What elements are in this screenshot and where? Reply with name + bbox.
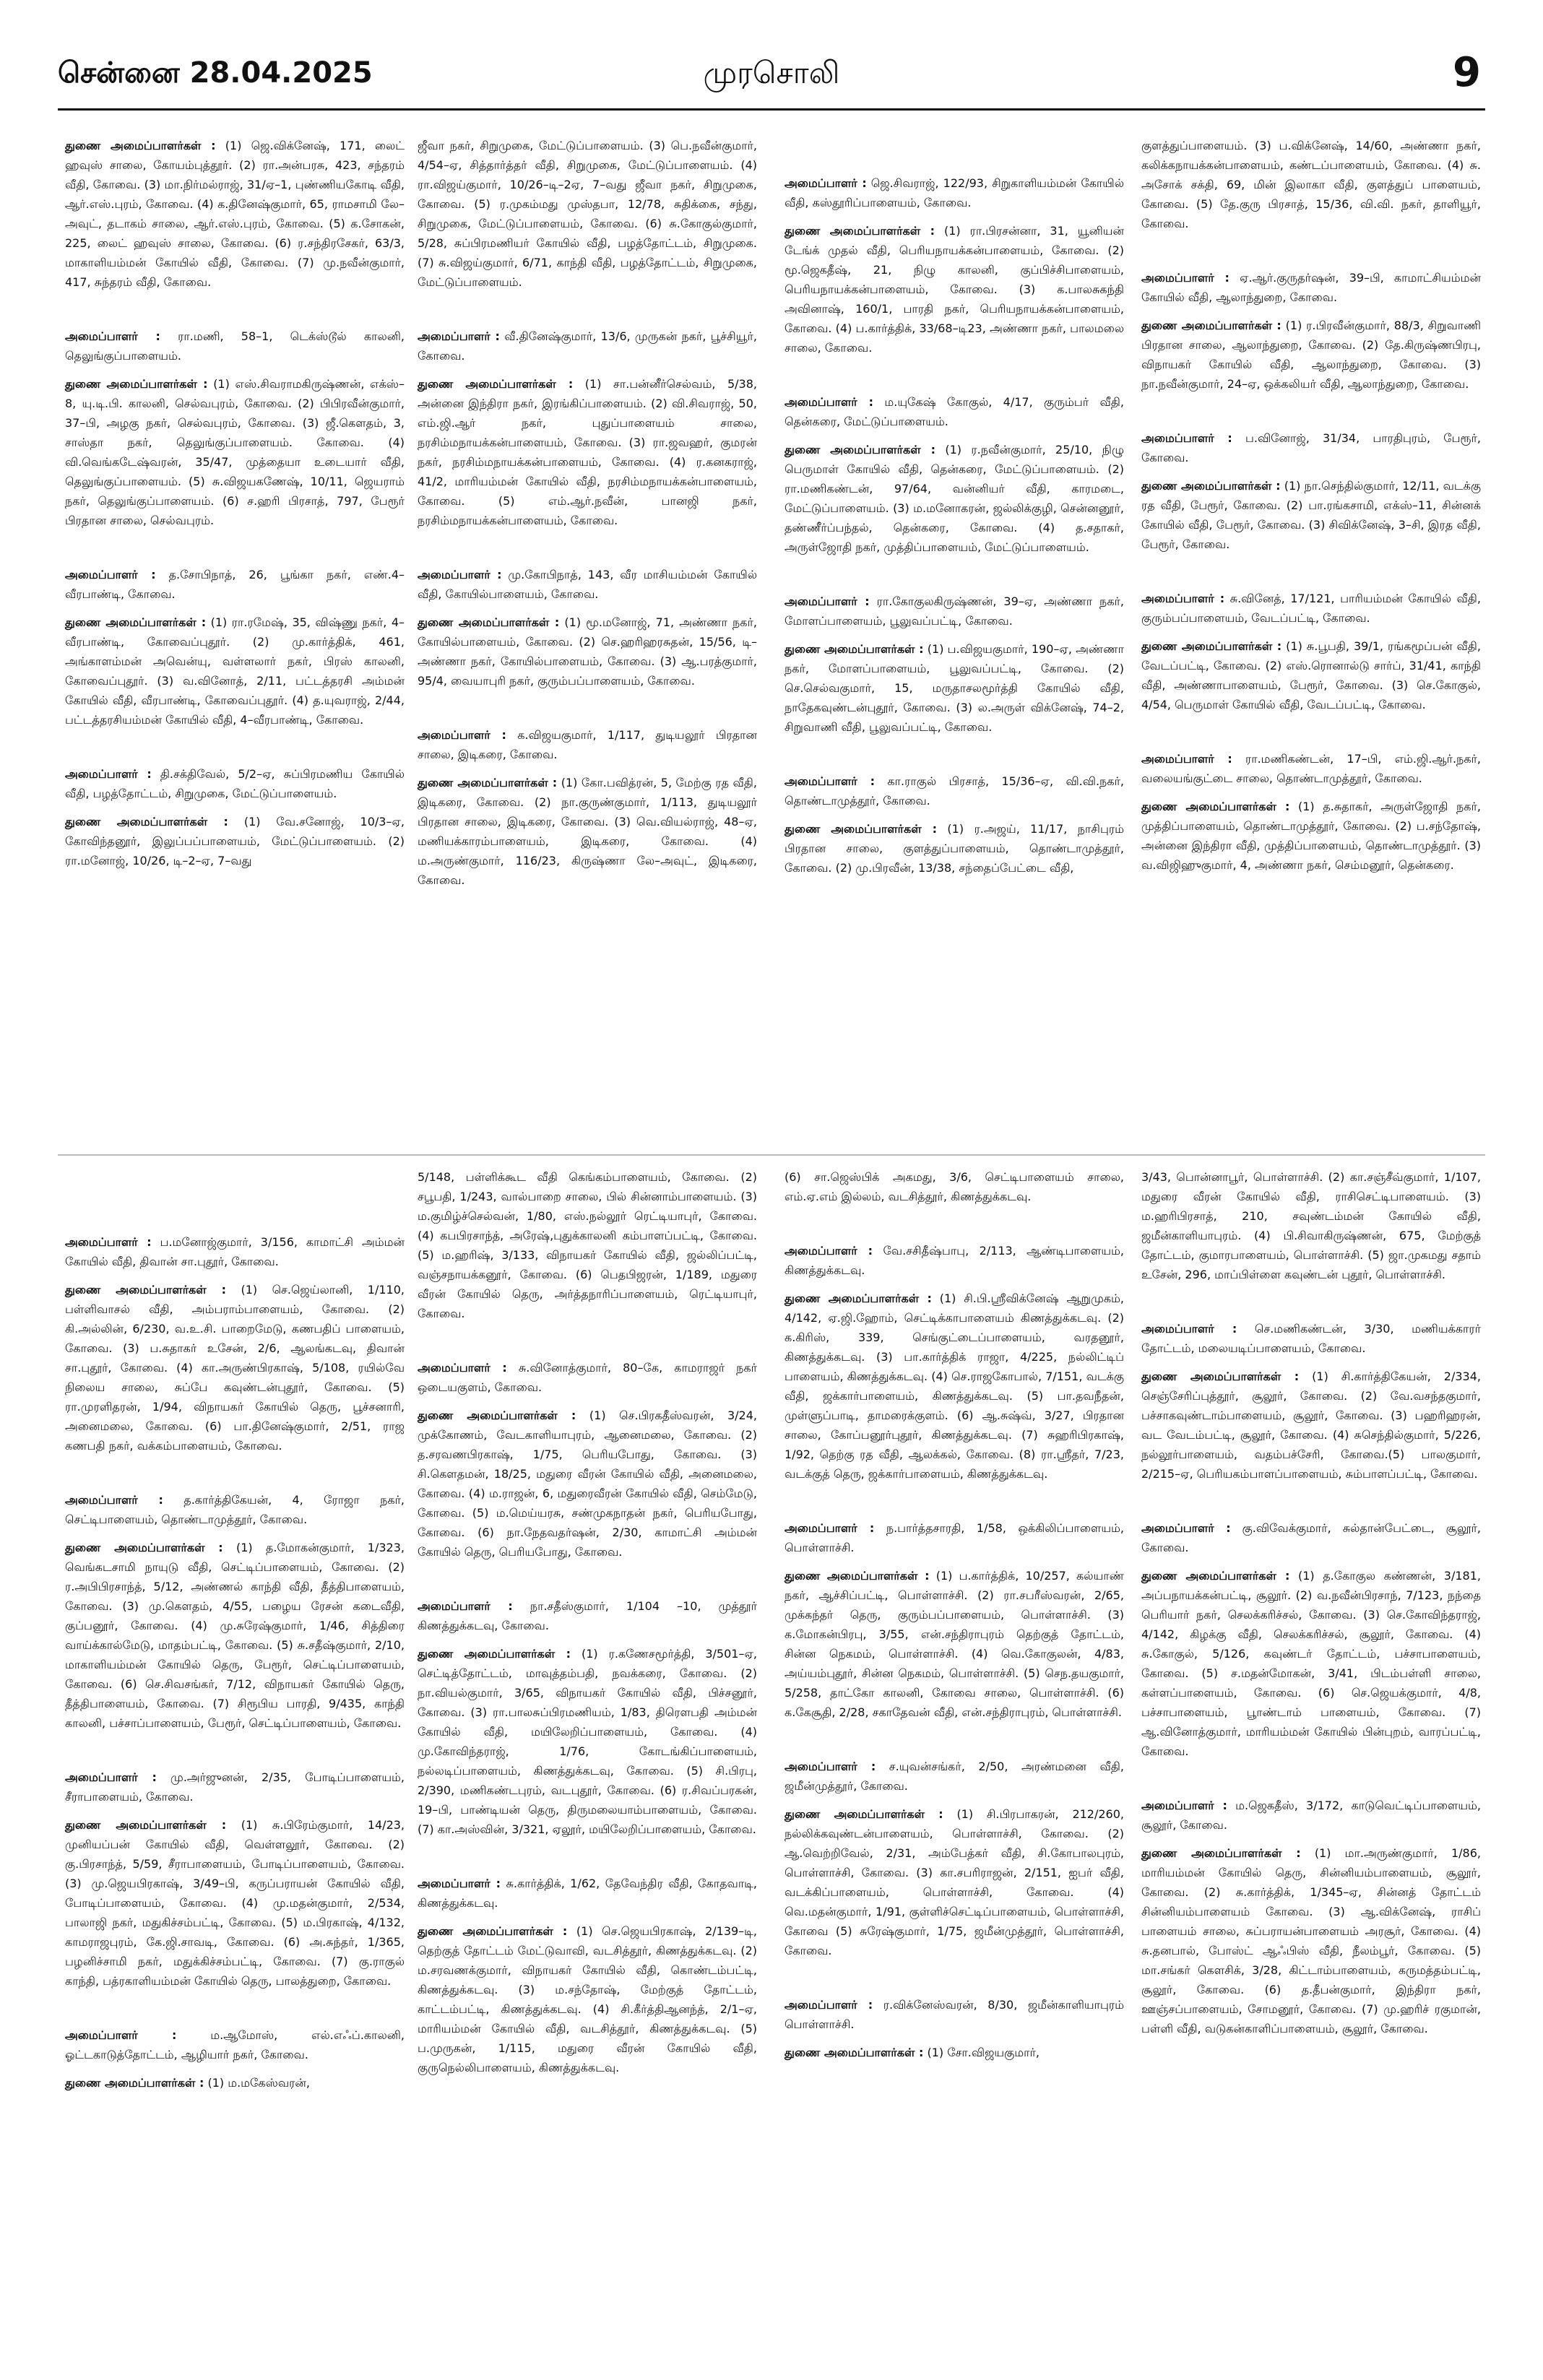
- deputy-label: துணை அமைப்பாளர்கள் :: [65, 139, 216, 152]
- member-line: [418, 1874, 757, 1913]
- deputy-line: [785, 440, 1124, 557]
- member-line: [785, 1518, 1124, 1557]
- member-line: [1141, 1319, 1481, 1358]
- deputy-label: துணை அமைப்பாளர்கள் :: [1141, 1846, 1301, 1860]
- member-text: ஜெ.சிவராஜ், 122/93, சிறுகாளியம்மன் கோயில் வீதி, கஸ்தூரிப்பாளையம், கோவை.: [785, 176, 1124, 209]
- deputy-text: (1) த.மோகன்குமார், 1/323, வெங்கடசாமி நாயுடு வீதி, செட்டிப்பாளையம், கோவை. (2) ர.அபிபிரசாந்த், 5/12, அண்ணல் காந்தி வீதி, தீத்திபாளையம், கோவை. (3) மு.கௌதம், 4/55, பழைய ரேசன் கடைவீதி, குப்பனூர், கோவை. (4) மு.சுரேஷ்குமார், 1/46, சித்திரை வாய்க்கால்மேடு, மாதம்பட்டி, கோவை. (5) சு.சதீஷ்குமார், 2/10, மாகாளியம்மன் கோயில் தெரு, பேரூர், செட்டிப்பாளையம், கோவை. (6) செ.சிவசங்கர், 7/12, விநாயகர் கோயில் தெரு, தீத்திபாளையம், கோவை. (7) சிரூபிய பாரதி, 9/435, காந்தி காலனி, பச்சாப்பாளையம், பேரூர், செட்டிப்பாளையம், கோவை.: [65, 1541, 405, 1730]
- member-line: [785, 771, 1124, 810]
- deputy-label: துணை அமைப்பாளர்கள் :: [785, 1291, 932, 1305]
- member-text: ர.விக்னேஸ்வரன், 8/30, ஜமீன்காளியாபுரம் பொள்ளாச்சி.: [785, 1998, 1125, 2031]
- member-text: ச.யுவன்சங்கர், 2/50, அரண்மனை வீதி, ஜமீன்முத்தூர், கோவை.: [785, 1760, 1125, 1793]
- member-label: அமைப்பாளர் :: [1141, 271, 1229, 285]
- member-label: அமைப்பாளர் :: [418, 568, 502, 581]
- deputy-label: துணை அமைப்பாளர்கள் :: [418, 1924, 568, 1938]
- directory-entry: [418, 725, 757, 890]
- deputy-text: (1) ர.பிரவீன்குமார், 88/3, சிறுவாணி பிரதான சாலை, ஆலாந்துறை, கோவை. (2) தே.கிருஷ்ணபிரபு, விநாயகர் கோயில் வீதி, ஆலாந்துறை, கோவை. (3) நா.நவீன்குமார், 24–ஏ, ஒக்கலியர் வீதி, ஆலாந்துறை, கோவை.: [1141, 319, 1482, 391]
- directory-entry: [785, 1167, 1124, 1206]
- member-label: அமைப்பாளர் :: [785, 395, 873, 409]
- member-label: அமைப்பாளர் :: [418, 329, 500, 343]
- directory-entry: [785, 1241, 1124, 1484]
- deputy-line: [1141, 1566, 1481, 1761]
- member-text: த.சோபிநாத், 26, பூங்கா நகர், எண்.4–வீரபாண்டி, கோவை.: [65, 568, 405, 601]
- directory-entry: [1141, 428, 1481, 554]
- member-label: அமைப்பாளர் :: [1141, 752, 1232, 766]
- deputy-text: (1) மூ.மனோஜ், 71, அண்ணா நகர், கோயில்பாளையம், கோவை. (2) செ.ஹரிஹரசுதன், 15/56, டி–அண்ணா நகர், கோயில்பாளையம், கோவை. (3) ஆ.பரத்குமார், 95/4, வையாபுரி நகர், குரும்பப்பாளையம், கோவை.: [418, 615, 757, 688]
- member-line: [1141, 428, 1481, 467]
- deputy-line: [1141, 476, 1481, 554]
- member-text: கு.விவேக்குமார், சுல்தான்பேட்டை, சூலூர், கோவை.: [1141, 1521, 1481, 1554]
- continued-text: 5/148, பள்ளிக்கூட வீதி கெங்கம்பாளையம், கோவை. (2) சபூபதி, 1/243, வால்பாறை சாலை, பில் சின்னாம்பாளையம். (3) ம.குமிழ்ச்செல்வன், 1/80, எஸ்.நல்லூர் ரெட்டியாபுர், கோவை. (4) கபபிரசாந்த், அரேஷ்,புதுக்காலனி கம்பாளப்பட்டி, கோவை. (5) ம.ஹரிஷ், 3/133, விநாயகர் கோயில் வீதி, ஜல்லிப்பட்டி, வஞ்சநாயக்கனூர், கோவை. (6) பெதபிஜரன், 1/189, மதுரை வீரன் கோயில் தெரு, அர்த்தநாரிப்பாளையம், ரெட்டியாபுர், கோவை.: [418, 1170, 757, 1320]
- member-label: அமைப்பாளர் :: [418, 1877, 501, 1890]
- deputy-line: [65, 2073, 405, 2093]
- deputy-text: (1) கோ.பவித்ரன், 5, மேற்கு ரத வீதி, இடிகரை, கோவை. (2) நா.குருண்குமார், 1/113, துடியலூர் பிரதான சாலை, இடிகரை, கோவை. (3) வெ.வியல்ராஜ், 48–ஏ, மணியக்காரம்பாளையம், இடிகரை, கோவை. (4) ம.அருண்குமார், 116/23, கிருஷ்ணா லே–அவுட், இடிகரை, கோவை.: [418, 776, 757, 887]
- deputy-line: [785, 1289, 1124, 1484]
- directory-entry: [785, 392, 1124, 557]
- member-line: [65, 1232, 405, 1271]
- directory-entry: [1141, 1518, 1481, 1761]
- deputy-text: (1) எஸ்.சிவராமகிருஷ்ணன், எக்ஸ்–8, யு.டி.பி. காலனி, செல்வபுரம், கோவை. (2) பிபிரவீன்குமார், 37–பி, அழகு நகர், செல்வபுரம், கோவை. (3) ஜீ.கௌதம், 3, சாஸ்தா நகர், தெலுங்குப்பாளையம். கோவை. (4) வி.வெங்கடேஷ்வரன், 35/47, முத்தையா உடையார் வீதி, தெலுங்குப்பாளையம். (5) சு.விஜயகணேஷ், 10/11, ஜெயராம் நகர், தெலுங்குப்பாளையம். (6) ச.ஹரி பிரசாத், 797, பேரூர் பிரதான சாலை, செல்வபுரம்.: [65, 377, 405, 527]
- member-label: அமைப்பாளர் :: [785, 1760, 876, 1773]
- deputy-line: [785, 1566, 1124, 1722]
- deputy-line: [418, 1406, 757, 1562]
- deputy-label: துணை அமைப்பாளர்கள் :: [418, 1647, 571, 1661]
- deputy-label: துணை அமைப்பாளர்கள் :: [1141, 639, 1282, 653]
- member-text: ரா.மணிகண்டன், 17–பி, எம்.ஜி.ஆர்.நகர், வலையங்குட்டை சாலை, தொண்டாமுத்தூர், கோவை.: [1141, 752, 1481, 785]
- deputy-text: (1) ஜெ.விக்னேஷ், 171, லைட் ஹவுஸ் சாலை, கோயம்புத்தூர். (2) ரா.அன்பரசு, 423, சந்தரம் வீதி, கோவை. (3) மா.நிர்மல்ராஜ், 31/ஏ–1, புண்ணியகோடி வீதி, ஆர்.எஸ்.புரம், கோவை. (4) க.தினேஷ்குமார், 65, ராமசாமி லே–அவுட், தடாகம் சாலை, ஆர்.எஸ்.புரம், கோவை. (5) க.சோகன், 225, லைட் ஹவுஸ் சாலை, கோவை. (6) ர.சந்திரசேகர், 63/3, மாகாளியம்மன் கோயில் வீதி, கோவை. (7) மு.நவீன்குமார், 417, சுந்தரம் வீதி, கோவை.: [65, 139, 405, 289]
- column-top-2: [418, 136, 757, 890]
- directory-entry: [418, 136, 757, 292]
- member-text: வே.சசிதீஷ்பாபு, 2/113, ஆண்டிபாளையம், கிணத்துக்கடவு.: [785, 1244, 1124, 1277]
- deputy-line: [785, 819, 1124, 878]
- deputy-text: (1) ப.கார்த்திக், 10/257, கல்யாண் நகர், ஆச்சிப்பட்டி, பொள்ளாச்சி. (2) ரா.சபரீஸ்வரன், 2/65, முக்கந்தர் தெரு, குரும்பப்பாளையம், பொள்ளாச்சி. (3) க.மோகன்பிரபு, 3/55, என்.சந்திராபுரம் தெற்குத் தோட்டம், சின்ன நெகமம், பொள்ளாச்சி. (4) வெ.கோகுலன், 4/83, அய்யம்புதூர், சின்ன நெகமம், பொள்ளாச்சி. (5) செந.தயகுமார், 5/258, தாட்கோ காலனி, கோவை சாலை, பொள்ளாச்சி. (6) க.கேசூதி, 2/28, சகாதேவன் வீதி, என்.சந்திராபுரம், பொள்ளாச்சி.: [785, 1569, 1124, 1719]
- deputy-label: துணை அமைப்பாளர்கள் :: [65, 1283, 227, 1297]
- deputy-text: (1) த.சுதாகர், அருள்ஜோதி நகர், முத்திப்பாளையம், தொண்டாமுத்தூர், கோவை. (2) ப.சந்தோஷ், அன்னை இந்திரா வீதி, முத்திப்பாளையம், தொண்டாமுத்தூர். (3) வ.விஜிஹுகுமார், 4, அண்ணா நகர், செம்மனூர், தென்கரை.: [1141, 800, 1481, 872]
- deputy-label: துணை அமைப்பாளர்கள் :: [785, 1569, 930, 1583]
- member-label: அமைப்பாளர் :: [785, 1244, 873, 1258]
- member-label: அமைப்பாளர் :: [418, 1361, 507, 1375]
- deputy-line: [418, 1921, 757, 2077]
- member-label: அமைப்பாளர் :: [65, 329, 160, 343]
- continued-text: ஜீவா நகர், சிறுமுகை, மேட்டுப்பாளையம். (3) பெ.நவீன்குமார், 4/54–ஏ, சித்தார்த்தர் வீதி, சிறுமுகை, மேட்டுப்பாளையம். (4) ரா.விஜய்குமார், 10/26–டி–2ஏ, 7–வது ஜீவா நகர், சிறுமுகை, கோவை. (5) ர.முகம்மது முஸ்தபா, 12/78, சுதிக்கை, சந்து, சிறுமுகை, மேட்டுப்பாளையம், கோவை. (6) சு.கோகுல்குமார், 5/28, சுப்பிரமணியர் கோயில் வீதி, பழத்தோட்டம், சிறுமுகை. (7) சு.விஜய்குமார், 6/71, காந்தி வீதி, பழத்தோட்டம், சிறுமுகை, மேட்டுப்பாளையம்.: [418, 139, 757, 289]
- member-line: [418, 1358, 757, 1397]
- deputy-label: துணை அமைப்பாளர்கள் :: [785, 1807, 943, 1821]
- column-top-3: [785, 173, 1124, 878]
- deputy-label: துணை அமைப்பாளர்கள் :: [1141, 1369, 1300, 1383]
- masthead-rule: [58, 108, 1485, 111]
- member-text: வீ.தினேஷ்குமார், 13/6, முருகன் நகர், பூச்சியூர், கோவை.: [418, 329, 758, 363]
- section-divider: [58, 1154, 1485, 1156]
- member-line: [65, 764, 405, 803]
- member-label: அமைப்பாளர் :: [785, 176, 867, 190]
- column-bottom-1: [65, 1232, 405, 2093]
- directory-entry: [65, 2025, 405, 2093]
- directory-entry: [418, 1167, 757, 1323]
- deputy-label: துணை அமைப்பாளர்கள் :: [418, 615, 560, 629]
- member-text: ப.மனோஜ்குமார், 3/156, காமாட்சி அம்மன் கோயில் வீதி, திவான் சா.புதூர், கோவை.: [65, 1235, 405, 1268]
- deputy-text: (1) நா.செந்தில்குமார், 12/11, வடக்கு ரத வீதி, பேரூர், கோவை. (2) பா.ரங்கசாமி, எக்ஸ்–11, சின்னக் கோயில் வீதி, பேரூர், கோவை. (3) சிவிக்னேஷ், 3–சி, இரத வீதி, பேரூர், கோவை.: [1141, 479, 1481, 551]
- member-label: அமைப்பாளர் :: [1141, 1799, 1227, 1812]
- member-line: [418, 725, 757, 764]
- deputy-label: துணை அமைப்பாளர்கள் :: [785, 642, 924, 656]
- deputy-text: (1) செ.ஜெயபிரகாஷ், 2/139–டி, தெற்குத் தோட்டம் மேட்டுவாவி, வடசித்தூர், கிணத்துக்கடவு. (2) ம.சரவணக்குமார், விநாயகர் கோயில் வீதி, கொண்டம்பட்டி, கிணத்துக்கடவு. (3) ம.சந்தோஷ், மேற்குத் தோட்டம், காட்டம்பட்டி, கிணத்துக்கடவு. (4) சி.கீர்த்திஆனந்த், 2/1–ஏ, மாரியம்மன் கோயில் வீதி, வடசித்தூர், கிணத்துக்கடவு. (5) ப.முருகன், 1/115, மதுரை வீரன் கோயில் வீதி, குருநெல்லிபாளையம், கிணத்துக்கடவு.: [418, 1924, 757, 2074]
- member-line: [1141, 268, 1481, 307]
- deputy-label: துணை அமைப்பாளர்கள் :: [65, 377, 208, 391]
- deputy-text: (1) சி.கார்த்திகேயன், 2/334, செஞ்சேரிப்புத்தூர், சூலூர், கோவை. (2) வே.வசந்தகுமார், பச்சாகவுண்டாம்பாளையம், சூலூர், கோவை. (3) பஹரிஹரன், வட வேடம்பட்டி, சூலூர், கோவை. (4) சுசெந்தில்குமார், 5/226, நல்லூர்பாளையம், வதம்பச்சேரி, கோவை.(5) பாலகுமார், 2/215–ஏ, பெரியகம்பாளப்பாளையம், சும்பாளப்பட்டி, கோவை.: [1141, 1369, 1482, 1481]
- directory-entry: [1141, 1796, 1481, 2038]
- member-label: அமைப்பாளர் :: [785, 594, 870, 608]
- deputy-line: [785, 221, 1124, 358]
- deputy-text: (1) செ.ஜெய்லானி, 1/110, பள்ளிவாசல் வீதி, அம்பராம்பாளையம், கோவை. (2) கி.அல்லின், 6/230, வ.உ.சி. பாறைமேடு, கணபதிப் பாளையம், கோவை. (3) ப.சுதாகர் உசேன், 2/6, ஆலங்கடவு, திவான் சா.புதூர், கோவை. (4) கா.அருண்பிரகாஷ், 5/108, ரயில்வே நிலைய சாலை, சுப்பே கவுண்டன்புதூர், கோவை. (5) ரா.முரளிதரன், 1/94, விநாயகர் கோயில் தெரு, பூச்சனாரி, அனைமலை, கோவை. (6) பா.தினேஷ்குமார், 2/51, ராஜ கணபதி நகர், வக்கம்பாளையம், கோவை.: [65, 1283, 405, 1453]
- member-label: அமைப்பாளர் :: [785, 1521, 875, 1535]
- member-line: [418, 1596, 757, 1635]
- member-label: அமைப்பாளர் :: [1141, 592, 1225, 605]
- deputy-line: [65, 136, 405, 292]
- member-line: [785, 173, 1124, 212]
- directory-entry: [785, 1995, 1124, 2062]
- issue-date: சென்னை 28.04.2025: [58, 56, 373, 90]
- deputy-label: துணை அமைப்பாளர்கள் :: [785, 224, 935, 238]
- member-label: அமைப்பாளர் :: [65, 1235, 152, 1249]
- deputy-label: துணை அமைப்பாளர்கள் :: [65, 1818, 227, 1832]
- member-line: [65, 326, 405, 365]
- continued-text: 3/43, பொன்னாபூர், பொள்ளாச்சி. (2) கா.சஞ்சீவ்குமார், 1/107, மதுரை வீரன் கோயில் வீதி, ராசிசெட்டிபாளையம். (3) ம.ஹரிபிரசாத், 210, சவுண்டம்மன் கோயில் வீதி, ஜமீன்காளியாபுரம். (4) பி.சிவாகிருஷ்ணன், 675, மேற்குத் தோட்டம், குமாரபாளையம், பொள்ளாச்சி. (5) ஜா.முகமது சதாம் உசேன், 296, மாப்பிள்ளை கவுண்டன் புதூர், பொள்ளாச்சி.: [1141, 1170, 1481, 1281]
- deputy-label: துணை அமைப்பாளர்கள் :: [785, 2046, 924, 2059]
- member-label: அமைப்பாளர் :: [785, 774, 876, 788]
- member-label: அமைப்பாளர் :: [418, 728, 506, 742]
- member-text: மு.கோபிநாத், 143, வீர மாசியம்மன் கோயில் வீதி, கோயில்பாளையம், கோவை.: [418, 568, 757, 601]
- deputy-line: [65, 1538, 405, 1733]
- deputy-text: (1) ப.விஜயகுமார், 190–ஏ, அண்ணா நகர், மோளப்பாளையம், பூலுவப்பட்டி, கோவை. (2) செ.செல்வகுமார், 15, மருதாசலமூர்த்தி கோயில் வீதி, நாதேகவுண்டன்புதூர், கோவை. (3) ல.அருள் விக்னேஷ், 74–2, சிறுவாணி வீதி, பூலுவப்பட்டி, கோவை.: [785, 642, 1125, 734]
- directory-entry: [65, 565, 405, 730]
- member-text: சு.கார்த்திக், 1/62, தேவேந்திர வீதி, கோதவாடி, கிணத்துக்கடவு.: [418, 1877, 757, 1910]
- directory-entry: [65, 326, 405, 530]
- member-text: க.விஜயகுமார், 1/117, துடியலூர் பிரதான சாலை, இடிகரை, கோவை.: [418, 728, 758, 761]
- directory-entry: [65, 136, 405, 292]
- deputy-line: [1141, 797, 1481, 875]
- deputy-text: (1) சு.பூபதி, 39/1, ரங்கமூப்பன் வீதி, வேடப்பட்டி, கோவை. (2) எஸ்.ரொனால்டு சார்ப், 31/41, காந்தி வீதி, அண்ணாபாளையம், பேரூர், கோவை. (3) செ.கோகுல், 4/54, பெருமாள் கோயில் வீதி, வேடப்பட்டி, கோவை.: [1141, 639, 1482, 711]
- deputy-label: துணை அமைப்பாளர்கள் :: [418, 776, 558, 789]
- directory-entry: [418, 1596, 757, 1839]
- member-label: அமைப்பாளர் :: [65, 2028, 177, 2042]
- member-label: அமைப்பாளர் :: [65, 767, 152, 781]
- member-line: [1141, 1796, 1481, 1835]
- deputy-label: துணை அமைப்பாளர்கள் :: [418, 377, 574, 391]
- member-text: ஏ.ஆர்.குருதர்ஷன், 39–பி, காமாட்சியம்மன் கோயில் வீதி, ஆலாந்துறை, கோவை.: [1141, 271, 1482, 304]
- member-text: ம.யுகேஷ் கோகுல், 4/17, குரும்பர் வீதி, தென்கரை, மேட்டுப்பாளையம்.: [785, 395, 1124, 428]
- directory-entry: [1141, 749, 1481, 875]
- deputy-line: [418, 773, 757, 890]
- member-text: சு.வினேத், 17/121, பாரியம்மன் கோயில் வீதி, குரும்பப்பாளையம், வேடப்பட்டி, கோவை.: [1141, 592, 1482, 625]
- masthead: [58, 49, 1485, 103]
- member-label: அமைப்பாளர் :: [65, 1493, 163, 1507]
- deputy-line: [1141, 636, 1481, 714]
- member-line: [65, 2025, 405, 2064]
- member-text: ரா.மணி, 58–1, டெக்ஸ்டூல் காலனி, தெலுங்குப்பாளையம்.: [65, 329, 405, 363]
- deputy-text: (1) சி.பி.ஸ்ரீவிக்னேஷ் ஆறுமுகம், 4/142, ஏ.ஜி.ஹோம், செட்டிக்காபாளையம் கிணத்துக்கடவு. (2) க.கிரிஸ், 339, செங்குட்டைப்பாளையம், வரதனூர், கிணத்துக்கடவு. (3) பா.கார்த்திக் ராஜா, 4/225, நல்லிட்டிப் பாளையம், கிணத்துக்கடவு. (4) செ.ராஜகோபால், 7/151, வடக்கு வீதி, ஜக்கார்பாளையம், கிணத்துக்கடவு. (5) பா.தவநீதன், முள்ளுப்பாடி, தாமரைக்குளம். (6) ஆ.சுஷ்வ், 3/27, பிரதான சாலை, கோப்பனூர்புதூர், கிணத்துக்கடவு. (7) சுஹரிபிரகாஷ், 1/92, தெற்கு ரத வீதி, ஆலக்கல், கோவை. (8) ரா.ஸ்ரீதர், 7/23, வடக்குத் தெரு, ஜக்கார்பாளையம், கிணத்துக்கடவு.: [785, 1291, 1125, 1481]
- deputy-text: (1) ரா.பிரசன்னா, 31, யூனியன் டேங்க் முதல் வீதி, பெரியநாயக்கன்பாளையம், கோவை. (2) மூ.ஜெகதீஷ், 21, நிழு காலனி, குப்பிச்சிபாளையம், பெரியநாயக்கன்பாளையம், கோவை. (3) க.பாலசுகந்தி அவினாஷ், 160/1, பாரதி நகர், பெரியநாயக்கன்பாளையம், கோவை. (4) ப.கார்த்திக், 33/68–டி23, அண்ணா நகர், பாலமலை சாலை, கோவை.: [785, 224, 1124, 355]
- column-bottom-3: [785, 1167, 1124, 2062]
- member-text: ம.ஜெகதீஸ், 3/172, காடுவெட்டிப்பாளையம், சூலூர், கோவை.: [1141, 1799, 1482, 1832]
- directory-entry: [1141, 1319, 1481, 1484]
- deputy-line: [1141, 316, 1481, 394]
- deputy-label: துணை அமைப்பாளர்கள் :: [65, 815, 228, 828]
- deputy-text: (1) வே.சனோஜ், 10/3–ஏ, கோவிந்தனூர், இலுப்பப்பாளையம், மேட்டுப்பாளையம். (2) ரா.மனோஜ், 10/26, டி–2–ஏ, 7–வது: [65, 815, 405, 867]
- page-number: 9: [1453, 49, 1481, 96]
- member-line: [785, 1757, 1124, 1796]
- member-line: [1141, 749, 1481, 788]
- directory-entry: [65, 764, 405, 870]
- directory-entry: [785, 1757, 1124, 1960]
- column-top-4: [1141, 136, 1481, 875]
- deputy-label: துணை அமைப்பாளர்கள் :: [1141, 800, 1290, 813]
- deputy-text: (1) ம.மகேஸ்வரன்,: [207, 2076, 310, 2090]
- deputy-line: [785, 1804, 1124, 1960]
- deputy-line: [418, 613, 757, 691]
- deputy-label: துணை அமைப்பாளர்கள் :: [1141, 1569, 1290, 1583]
- deputy-line: [418, 1644, 757, 1839]
- column-top-1: [65, 136, 405, 870]
- member-line: [1141, 589, 1481, 628]
- directory-entry: [1141, 136, 1481, 233]
- member-text: ந.பார்த்தசாரதி, 1/58, ஒக்கிலிப்பாளையம், பொள்ளாச்சி.: [785, 1521, 1124, 1554]
- deputy-text: (1) ரா.ரமேஷ், 35, விஷ்ணு நகர், 4–வீரபாண்டி, கோவைப்புதூர். (2) மு.கார்த்திக், 461, அங்காளம்மன் அவென்யு, வள்ளலார் நகர், பிரஸ் காலனி, கோவைப்புதூர். (3) வ.வினோத், 2/11, பட்டத்தரசி அம்மன் கோயில் வீதி, வீரபாண்டி, கோவைப்புதூர். (4) த.யுவராஜ், 2/44, பட்டத்தரசியம்மன் கோயில் வீதி, 4–வீரபாண்டி, கோவை.: [65, 615, 405, 727]
- member-line: [785, 1995, 1124, 2034]
- continued-text: குளத்துப்பாளையம். (3) ப.விக்னேஷ், 14/60, அண்ணா நகர், கலிக்கநாயக்கன்பாளையம், கண்டப்பாளையம், கோவை. (4) சு. அசோக் சக்தி, 69, மின் இலாகா வீதி, குளத்துப் பாளையம், கோவை. (5) தே.குரு பிரசாத், 15/36, வி.வி. நகர், தாளியூர், கோவை.: [1141, 139, 1481, 230]
- deputy-line: [785, 2043, 1124, 2062]
- member-line: [65, 565, 405, 604]
- column-bottom-4: [1141, 1167, 1481, 2038]
- deputy-label: துணை அமைப்பாளர்கள் :: [785, 822, 937, 836]
- deputy-label: துணை அமைப்பாளர்கள் :: [418, 1408, 576, 1422]
- deputy-text: (1) ர.கணேசமூர்த்தி, 3/501–ஏ, செட்டித்தோட்டம், மாவுத்தம்பதி, நவக்கரை, கோவை. (2) நா.வியல்குமார், 3/65, விநாயகர் கோயில் வீதி, பிச்சனூர், கோவை. (3) ரா.பாலசுப்பிரமணியம், 1/83, திரௌபதி அம்மன் கோயில் வீதி, மயிலேறிப்பாளையம், கோவை. (4) மு.கோவிந்தராஜ், 1/76, கோடங்கிப்பாளையம், நல்லடிப்பாளையம், கிணத்துக்கடவு, கோவை. (5) சி.பிரபு, 2/390, மணிகண்டபுரம், வடபுதூர், கோவை. (6) ர.சிவப்பரகன், 19–பி, பாண்டியன் தெரு, திருமலையாம்பாளையம், கோவை. (7) கா.அஸ்வின், 3/321, ஏலூர், மயிலேறிப்பாளையம், கோவை.: [418, 1647, 758, 1836]
- member-text: ப.வினோஜ், 31/34, பாரதிபுரம், பேரூர், கோவை.: [1141, 431, 1482, 464]
- directory-entry: [1141, 268, 1481, 394]
- member-text: த.கார்த்திகேயன், 4, ரோஜா நகர், செட்டிபாளையம், தொண்டாமுத்தூர், கோவை.: [65, 1493, 405, 1526]
- deputy-text: (1) சோ.விஜயகுமார்,: [927, 2046, 1040, 2059]
- deputy-line: [65, 1280, 405, 1455]
- deputy-label: துணை அமைப்பாளர்கள் :: [65, 2076, 204, 2090]
- member-label: அமைப்பாளர் :: [1141, 431, 1232, 445]
- member-line: [1141, 1518, 1481, 1557]
- deputy-line: [1141, 1843, 1481, 2038]
- member-text: நா.சதீஸ்குமார், 1/104 –10, முத்தூர் கிணத்துக்கடவு, கோவை.: [418, 1599, 758, 1632]
- deputy-line: [418, 374, 757, 530]
- member-label: அமைப்பாளர் :: [65, 568, 156, 581]
- member-line: [785, 592, 1124, 631]
- member-line: [418, 326, 757, 365]
- deputy-text: (1) த.கோகுல கண்ணன், 3/181, அப்பநாயக்கன்பட்டி, சூலூர். (2) வ.நவீன்பிரசாந், 7/123, நந்தை பெரியார் நகர், செலக்கரிச்சல், கோவை. (3) செ.கோவிந்தராஜ், 4/142, கிழக்கு வீதி, செலக்கரிச்சல், சூலூர், கோவை. (4) சு.கோகுல், 5/126, கவுண்டர் தோட்டம், பச்சாபாளையம், கோவை. (5) ச.மதன்மோகன், 3/41, பிடம்பள்ளி சாலை, கள்ளப்பாளையம், கோவை. (6) செ.ஜெயக்குமார், 4/8, பச்சாபாளையம், பூாண்டாம் பாளையம், கோவை. (7) ஆ.வினோத்குமார், மாரியம்மன் கோயில் பின்புறம், வாரப்பட்டி, கோவை.: [1141, 1569, 1481, 1758]
- directory-entry: [65, 1490, 405, 1733]
- member-text: தி.சக்திவேல், 5/2–ஏ, சுப்பிரமணிய கோயில் வீதி, பழத்தோட்டம், சிறுமுகை, மேட்டுப்பாளையம்.: [65, 767, 405, 800]
- directory-entry: [785, 1518, 1124, 1722]
- member-label: அமைப்பாளர் :: [418, 1599, 513, 1613]
- deputy-text: (1) சு.பிரேம்குமார், 14/23, முனியப்பன் கோயில் வீதி, வெள்ளலூர், கோவை. (2) கு.பிரசாந்த், 5/59, சீராபாளையம், போடிப்பாளையம், கோவை. (3) மு.ஜெயபிரகாஷ், 3/49–பி, கருப்பராயன் கோயில் வீதி, போடிப்பாளையம், கோவை. (4) மு.மதன்குமார், 2/534, பாலாஜி நகர், மதுகிச்சம்பட்டி, கோவை. (5) ம.பிரகாஷ், 4/132, காமராஜபுரம், கே.ஜி.சாவடி, கோவை. (6) அ.சுந்தர், 1/365, பழனிச்சாமி நகர், மதுக்கிச்சம்பட்டி, கோவை. (7) கு.ராகுல் காந்தி, பத்ரகாளியம்மன் கோயில் தெரு, பாலத்துறை, கோவை.: [65, 1818, 405, 1988]
- deputy-text: (1) செ.பிரகதீஸ்வரன், 3/24, முக்கோணம், வேடகாளியாபுரம், ஆனைமலை, கோவை. (2) த.சரவணபிரகாஷ், 1/75, பெரியபோது, கோவை. (3) சி.கௌதமன், 18/25, மதுரை வீரன் கோயில் வீதி, அனைமலை, கோவை. (4) ம.ராஜன், 6, மதுரைவீரன் கோயில் வீதி, செம்மேடு, கோவை. (5) ம.மெய்யரசு, சண்முகநாதன் நகர், பெரியபோது, கோவை. (6) நா.நேதவதர்ஷன், 2/30, காமாட்சி அம்மன் கோயில் தெரு, பெரியபோது, கோவை.: [418, 1408, 758, 1559]
- deputy-text: (1) மா.அருண்குமார், 1/86, மாரியம்மன் கோயில் தெரு, சின்னியம்பாளையம், சூலூர், கோவை. (2) சு.கார்த்திக், 1/345–ஏ, சின்னத் தோட்டம் சின்னியம்பாளையம் கோவை. (3) ஆ.விக்னேஷ், ராசிப் பாளையம் சாலை, சுப்பராயன்பாளையம் அரசூர், கோவை. (4) சு.தனபால், போஸ்ட் ஆஃபிஸ் வீதி, நீலம்பூர், கோவை. (5) மா.சங்கர் கௌசிக், 3/28, கிட்டாம்பாளையம், கருமத்தம்பட்டி, சூலூர், கோவை. (6) த.தீபன்குமார், இந்திரா நகர், ஊஞ்சப்பாளையம், சோமனூர், கோவை. (7) மு.ஹரிச் ரகுமான், பள்ளி வீதி, வடுகன்காளிப்பாளையம், சூலூர், கோவை.: [1141, 1846, 1481, 2035]
- directory-entry: [1141, 1167, 1481, 1284]
- column-bottom-2: [418, 1167, 757, 2077]
- deputy-label: துணை அமைப்பாளர்கள் :: [65, 615, 207, 629]
- member-label: அமைப்பாளர் :: [1141, 1521, 1231, 1535]
- deputy-text: (1) ர.அஜய், 11/17, நாசிபுரம் பிரதான சாலை, குளத்துப்பாளையம், தொண்டாமுத்தூர், கோவை. (2) மு.பிரவீன், 13/38, சந்தைப்பேட்டை வீதி,: [785, 822, 1124, 875]
- member-line: [785, 392, 1124, 431]
- newspaper-name: முரசொலி: [703, 55, 840, 90]
- member-line: [65, 1490, 405, 1529]
- deputy-label: துணை அமைப்பாளர்கள் :: [1141, 319, 1281, 332]
- continued-text: (6) சா.ஜெஸ்பிக் அகமது, 3/6, செட்டிபாளையம் சாலை, எம்.ஏ.எம் இல்லம், வடசித்தூர், கிணத்துக்கடவு.: [785, 1170, 1124, 1203]
- member-line: [65, 1767, 405, 1806]
- directory-entry: [65, 1232, 405, 1455]
- directory-entry: [418, 1874, 757, 2077]
- member-line: [785, 1241, 1124, 1280]
- directory-entry: [418, 1358, 757, 1562]
- member-label: அமைப்பாளர் :: [65, 1770, 157, 1784]
- deputy-line: [65, 374, 405, 530]
- member-label: அமைப்பாளர் :: [1141, 1322, 1237, 1336]
- member-text: கா.ராகுல் பிரசாத், 15/36–ஏ, வி.வி.நகர், தொண்டாமுத்தூர், கோவை.: [785, 774, 1124, 808]
- deputy-line: [65, 812, 405, 870]
- directory-entry: [418, 565, 757, 691]
- directory-entry: [1141, 589, 1481, 714]
- deputy-text: (1) ர.நவீன்குமார், 25/10, நிழு பெருமாள் கோயில் வீதி, தென்கரை, மேட்டுப்பாளையம். (2) ரா.மணிகண்டன், 97/64, வன்னியர் வீதி, காரமடை, மேட்டுப்பாளையம். (3) ம.மனோகரன், ஜல்லிக்குழி, சென்னனூர், தண்ணீர்ப்பந்தல், தென்கரை, கோவை. (4) த.சதாகர், அருள்ஜோதி நகர், முத்திப்பாளையம், மேட்டுப்பாளையம்.: [785, 443, 1124, 554]
- deputy-line: [1141, 1367, 1481, 1484]
- directory-entry: [65, 1767, 405, 1991]
- member-line: [418, 565, 757, 604]
- directory-entry: [785, 771, 1124, 878]
- member-text: ரா.கோகுலகிருஷ்ணன், 39–ஏ, அண்ணா நகர், மோளப்பாளையம், பூலுவப்பட்டி, கோவை.: [785, 594, 1124, 628]
- member-text: மு.அர்ஜுனன், 2/35, போடிப்பாளையம், சீராபாளையம், கோவை.: [65, 1770, 405, 1804]
- deputy-text: (1) சி.பிரபாகரன், 212/260, நல்லிக்கவுண்டன்பாளையம், பொள்ளாச்சி, கோவை. (2) ஆ.வெற்றிவேல், 2/31, அம்பேத்கர் வீதி, சி.கோபாலபுரம், பொள்ளாச்சி, கோவை. (3) கா.சபரிராஜன், 2/151, ஐபர் வீதி, வடக்கிப்பாளையம், பொள்ளாச்சி, கோவை. (4) வெ.மதன்குமார், 1/91, குள்ளிச்செட்டிப்பாளையம், பொள்ளாச்சி, கோவை (5) சுரேஷ்குமார், 1/75, ஜமீன்முத்தூர், பொள்ளாச்சி, கோவை.: [785, 1807, 1124, 1957]
- deputy-label: துணை அமைப்பாளர்கள் :: [65, 1541, 223, 1554]
- directory-entry: [785, 592, 1124, 737]
- deputy-line: [785, 639, 1124, 737]
- member-text: சு.வினோத்குமார், 80–கே, காமராஜர் நகர் ஒடையகுளம், கோவை.: [418, 1361, 758, 1394]
- member-label: அமைப்பாளர் :: [785, 1998, 873, 2012]
- deputy-label: துணை அமைப்பாளர்கள் :: [785, 443, 935, 456]
- directory-entry: [418, 326, 757, 530]
- deputy-line: [65, 1815, 405, 1991]
- deputy-label: துணை அமைப்பாளர்கள் :: [1141, 479, 1281, 493]
- deputy-text: (1) சா.பன்னீர்செல்வம், 5/38, அன்னை இந்திரா நகர், இரங்கிப்பாளையம். (2) வி.சிவராஜ், 50, எம்.ஜி.ஆர் நகர், புதுப்பாளையம் சாலை, நரசிம்மநாயக்கன்பாளையம், கோவை. (3) ரா.ஜவஹர், குமரன் நகர், நரசிம்மநாயக்கன்பாளையம், கோவை. (4) ர.கனகராஜ், 41/2, மாரியம்மன் கோயில் வீதி, நரசிம்மநாயக்கன்பாளையம், கோவை. (5) எம்.ஆர்.நவீன், பானஜி நகர், நரசிம்மநாயக்கன்பாளையம், கோவை.: [418, 377, 757, 527]
- member-text: ம.ஆமோஸ், எல்.எஃப்.காலனி, ஓட்டகாடுத்தோட்டம், ஆழியார் நகர், கோவை.: [65, 2028, 405, 2061]
- member-text: செ.மணிகண்டன், 3/30, மணியக்காரர் தோட்டம், மலையடிப்பாளையம், கோவை.: [1141, 1322, 1482, 1355]
- deputy-line: [65, 613, 405, 730]
- directory-entry: [785, 173, 1124, 358]
